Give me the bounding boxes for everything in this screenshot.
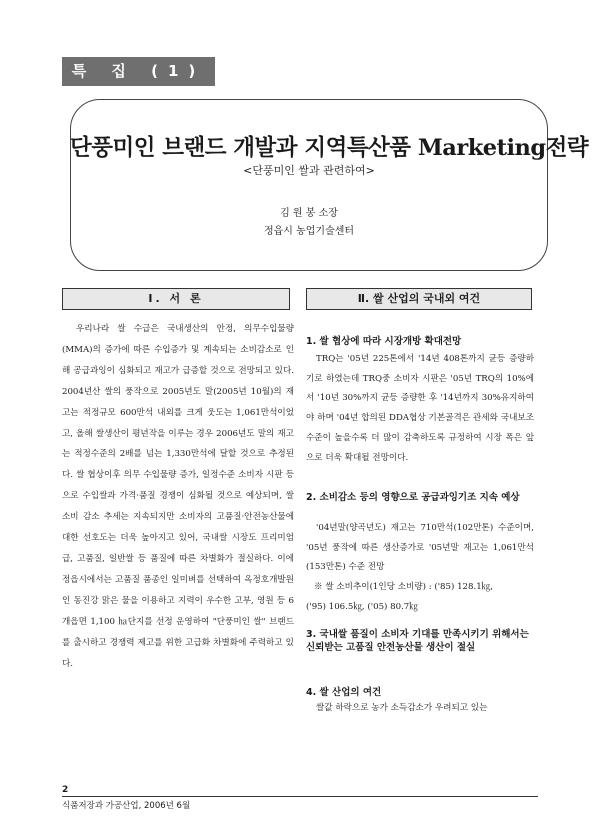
subsection-heading-2: 2. 소비감소 등의 영향으로 공급과잉기조 지속 예상	[306, 492, 520, 503]
article-subtitle: <단풍미인 쌀과 관련하여>	[243, 164, 375, 177]
section-heading-conditions: Ⅱ. 쌀 산업의 국내외 여건	[306, 288, 532, 310]
consumption-note-line-1: ※ 쌀 소비추이(1인당 소비량) : ('85) 128.1㎏,	[314, 582, 493, 592]
footer-divider	[62, 796, 538, 797]
subsection-heading-1: 1. 쌀 협상에 따라 시장개방 확대전망	[306, 336, 462, 347]
subsection-heading-3: 3. 국내쌀 품질이 소비자 기대를 만족시키기 위해서는 신뢰받는 고품질 안전농산물 생산이 절실	[306, 629, 529, 653]
title-frame	[70, 99, 589, 271]
subsection-heading-4: 4. 쌀 산업의 여건	[306, 687, 382, 698]
article-title: 단풍미인 브랜드 개발과 지역특산품 Marketing전략	[70, 135, 589, 161]
subsection-body-2: '04년말(양곡년도) 재고는 710만석(102만톤) 수준이며, '05년 풍작에 따른 생산증가로 '05년말 재고는 1,061만석(153만톤) 수준 전망	[306, 523, 534, 573]
author-organization: 정읍시 농업기술센터	[263, 226, 355, 237]
publication-info: 식품저장과 가공산업, 2006년 6월	[62, 801, 191, 811]
consumption-note-line-2: ('95) 106.5㎏, ('05) 80.7㎏	[306, 602, 418, 612]
subsection-body-1: TRQ는 '05년 225톤에서 '14년 408톤까지 균등 증량하기로 하였는데 TRQ중 소비자 시판은 '05년 TRQ의 10%에서 '10년 30%까지 균등 증량한 후 '14년까지 30%유지하여야 하며 '04년 합의된 DDA협상 기본골격은 관세와 국내보조 수준이 높을수록 더 많이 감축하도록 규정하여 시장 폭은 앞으로 더욱 확대될 전망이다.	[306, 354, 534, 463]
section-heading-introduction: Ⅰ. 서 론	[62, 288, 290, 310]
author-name: 김 원 봉 소장	[280, 208, 338, 219]
subsection-body-4: 쌀값 하락으로 농가 소득감소가 우려되고 있는	[316, 703, 488, 713]
introduction-paragraph: 우리나라 쌀 수급은 국내생산의 안정, 의무수입물량(MMA)의 증가에 따른 수입증가 및 계속되는 소비감소로 인해 공급과잉이 심화되고 재고가 급증할 것으로 전망되고 있다. 2004년산 쌀의 풍작으로 2005년도 말(2005년 10월)의 재고는 적정규모 600만석 내외를 크게 웃도는 1,061만석이었고, 올해 쌀생산이 평년작을 이루는 경우 2006년도 말의 재고는 적정수준의 2배를 넘는 1,330만석에 달할 것으로 추정된다. 쌀 협상이후 의무 수입물량 증가, 일정수준 소비자 시판 등으로 수입쌀과 가격·품질 경쟁이 심화될 것으로 예상되며, 쌀 소비 감소 추세는 지속되지만 소비자의 고품질·안전농산물에 대한 선호도는 더욱 높아지고 있어, 국내쌀 시장도 프리미엄급, 고품질, 일반쌀 등 품질에 따른 차별화가 절실하다. 이에 정읍시에서는 고품질 품종인 일미벼를 선택하여 옥정호개발원인 동진강 맑은 물을 이용하고 지력이 우수한 고부, 영원 등 6개읍면 1,100 ㏊단지를 선정 운영하여 "단풍미인 쌀" 브랜드를 출시하고 경쟁력 제고를 위한 고급화 차별화에 주력하고 있다.	[62, 324, 294, 669]
page-number: 2	[62, 785, 69, 795]
feature-badge: 특 집 (1)	[62, 57, 215, 86]
